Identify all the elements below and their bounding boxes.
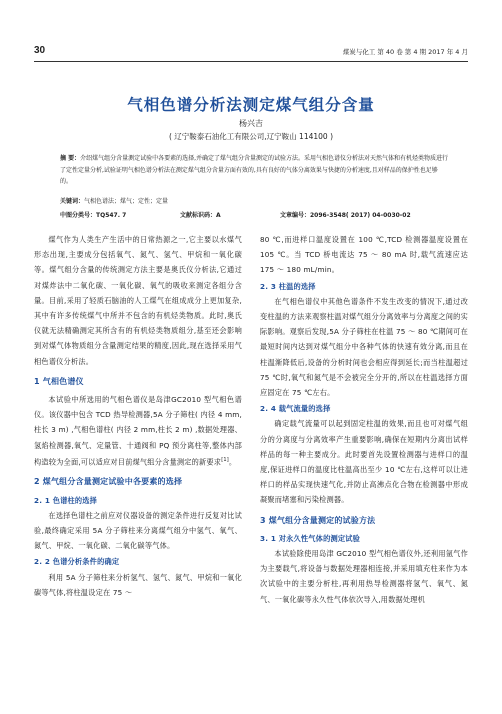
section-3-1-heading: 3. 1 对永久性气体的测定试验 [260,533,361,543]
right-column [260,232,468,607]
citation-ref: [1] [221,456,229,463]
section-2-4-heading: 2. 4 载气流量的选择 [260,404,331,414]
section-2-4-paragraph: 确定载气流量可以起到固定柱温的效果,而且也可对煤气组分的分离度与分离效率产生重要影响,确保在短期内分离出试样样品的每一种主要成分。此时要首先设置检测器与进样口的温度,保证进样口的温度比柱温高出至少 10 ℃左右,这样可以让进样口的样品实现快速气化,并防止高沸点化合物在检测器中形成凝聚而堵塞和污染检测器。 [260,419,468,505]
journal-info: 煤炭与化工 第 40 卷 第 4 期 2017 年 4 月 [342,48,468,56]
section-1-paragraph [34,392,242,469]
section-1-end: 。 [228,457,237,467]
keywords [60,196,448,205]
page-number: 30 [34,45,46,56]
section-2-1-heading: 2. 1 色谱柱的选择 [34,495,98,505]
clc-number: 中图分类号：TQ547. 7 [60,212,127,219]
intro-paragraph: 煤气作为人类生产生活中的日常热源之一,它主要以水煤气形态出现,主要成分包括氧气、氮气、氢气、甲烷和一氧化碳等。煤气组分含量的传统测定方法主要是奥氏仪分析法,它通过对煤炸法中二氧化碳、一氧化碳、氧气的吸收来测定各组分含量。目前,采用了轻质石脑油的人工煤气在组成成分上更加复杂,其中有许多传统煤气中所并不包含的有机烃类物质。此时,奥氏仪就无法精确测定其所含有的有机烃类物质组分,基至还会影响到对煤气体物质组分含量测定结果的精度,因此,现在选择采用气相色谱仪分析法。 [34,235,242,366]
section-2-3-heading: 2. 3 柱温的选择 [260,281,316,291]
classification-line [60,210,460,219]
article-number: 文章编号：2096-3548( 2017) 04-0030-02 [280,212,411,219]
section-1-text: 本试验中所选用的气相色谱仪是岛津GC2010 型气相色谱仪。该仪器中包含 TCD 热导检测器,5A 分子筛柱( 内径 4 mm,柱长 3 m) ,气相色谱柱( 内径 2 mm,柱长 2 m) ,数据处理器、氢焰检测器,氧气、定量管、十通阀和 PQ 预分离柱等,整体内部构造较为全面,可以适应对目前煤气组分含量测定的新要求 [34,395,242,467]
document-code: 文献标识码：A [180,212,221,219]
section-2-1-paragraph: 在选择色谱柱之前应对仪器设备的测定条件进行反复对比试验,最终确定采用 5A 分子筛柱来分离煤气组分中氢气、氧气、氮气、甲烷、一氧化碳、二氧化碳等气体。 [34,510,242,551]
section-2-3-paragraph: 在气相色谱仪中其他色谱条件不发生改变的情况下,通过改变柱温的方法来观察柱温对煤气组分分离效率与分离度之间的实际影响。观察后发现,5A 分子筛柱在柱温 75 ～ 80 ℃期间可在最短时间内达到对煤气组分中各种气体的快速有效分离,而且在柱温渐降低后,设备的分析时间也会相应得到延长;而当柱温超过 75 ℃时,氧气和氮气是不会被完全分开的,所以在柱温选择方面应固定在 75 ℃左右。 [260,296,468,398]
keywords-text: 气相色谱法；煤气；定性；定量 [84,198,169,205]
left-column [34,232,242,600]
section-2-2-heading: 2. 2 色谱分析条件的确定 [34,557,120,567]
article-title: 气相色谱分析法测定煤气组分含量 [127,96,375,114]
section-1-heading: 1 气相色谱仪 [34,376,84,386]
affiliation: ( 辽宁鞍泰石油化工有限公司,辽宁鞍山 114100 ) [168,132,334,141]
page-header [34,45,468,59]
section-3-1-paragraph: 本试验除使用岛津 GC2010 型气相色谱仪外,还利用氩气作为主要载气,将设备与数据处理器相连接,并采用填充柱来作为本次试验中的主要分析柱,再利用热导检测器将氢气、氧气、氮气、一氧化碳等永久性气体依次导入,用数据处理机 [260,549,468,604]
header-divider [34,61,468,62]
abstract [60,153,448,188]
continued-paragraph: 80 ℃,而进样口温度设置在 100 ℃,TCD 检测器温度设置在 105 ℃。当 TCD 桥电流达 75 ～ 80 mA 时,载气流速应达 175 ～ 180 mL/min。 [260,235,468,275]
abstract-label: 摘 要： [60,155,81,162]
section-2-heading: 2 煤气组分含量测定试验中各要素的选择 [34,477,183,487]
author: 杨兴吉 [239,119,263,128]
keywords-label: 关键词： [60,198,85,205]
section-3-heading: 3 煤气组分含量测定的试验方法 [260,515,376,525]
section-2-2-paragraph: 利用 5A 分子筛柱来分析氢气、氢气、氮气、甲烷和一氧化碳等气体,将柱温设定在 75 ～ [34,572,242,597]
abstract-text: 介绍煤气组分含量测定试验中各要素的选择,并确定了煤气组分含量测定的试验方法。采用气相色谱仪分析法对天然气体和有机烃类物质进行了定性定量分析,试验证明气相色谱分析法在测定煤气组分含量方面有效的,具有良好的气体分离效果与快捷的分析速度,且对样品的保护性也足够的。 [60,155,449,185]
